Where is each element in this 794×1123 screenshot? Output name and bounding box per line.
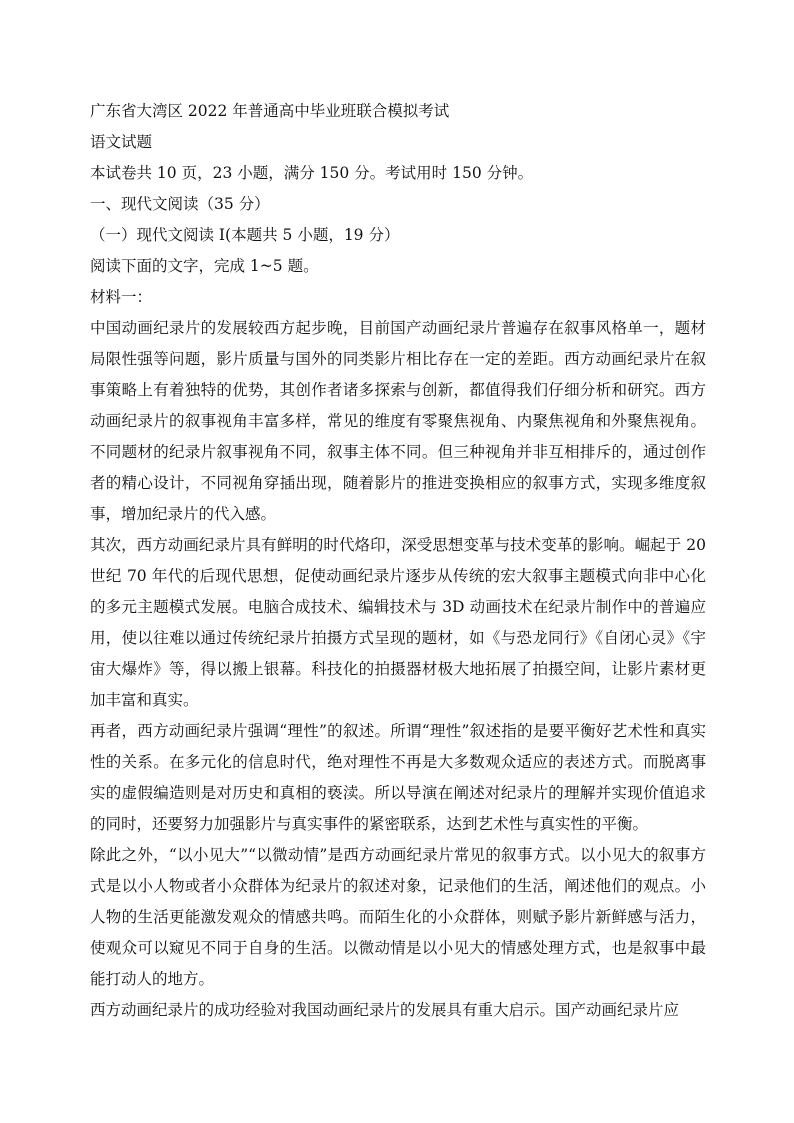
exam-instructions: 本试卷共 10 页，23 小题，满分 150 分。考试用时 150 分钟。	[90, 164, 534, 182]
body-paragraph: 除此之外，“以小见大”“以微动情”是西方动画纪录片常见的叙事方式。以小见大的叙事方式是以小人物或者小众群体为纪录片的叙述对象，记录他们的生活，阐述他们的观点。小人物的生活更能激发观众的情感共鸣。而陌生化的小众群体，则赋予影片新鲜感与活力，使观众可以窥见不同于自身的生活。以微动情是以小见大的情感处理方式，也是叙事中最能打动人的地方。	[90, 846, 706, 988]
section-subtitle: （一）现代文阅读 I(本题共 5 小题，19 分）	[90, 226, 400, 244]
section-title: 一、现代文阅读（35 分）	[90, 195, 270, 213]
exam-page	[90, 96, 706, 1026]
material-label: 材料一：	[90, 288, 153, 306]
subject-title: 语文试题	[90, 133, 153, 151]
reading-prompt: 阅读下面的文字，完成 1~5 题。	[90, 257, 319, 275]
body-paragraph: 其次，西方动画纪录片具有鲜明的时代烙印，深受思想变革与技术变革的影响。崛起于 20 世纪 70 年代的后现代思想，促使动画纪录片逐步从传统的宏大叙事主题模式向非中心化的多元主题模式发展。电脑合成技术、编辑技术与 3D 动画技术在纪录片制作中的普遍应用，使以往难以通过传统纪录片拍摄方式呈现的题材，如《与恐龙同行》《自闭心灵》《宇宙大爆炸》等，得以搬上银幕。科技化的拍摄器材极大地拓展了拍摄空间，让影片素材更加丰富和真实。	[90, 536, 706, 709]
body-paragraph: 中国动画纪录片的发展较西方起步晚，目前国产动画纪录片普遍存在叙事风格单一，题材局限性强等问题，影片质量与国外的同类影片相比存在一定的差距。西方动画纪录片在叙事策略上有着独特的优势，其创作者诸多探索与创新，都值得我们仔细分析和研究。西方动画纪录片的叙事视角丰富多样，常见的维度有零聚焦视角、内聚焦视角和外聚焦视角。不同题材的纪录片叙事视角不同，叙事主体不同。但三种视角并非互相排斥的，通过创作者的精心设计，不同视角穿插出现，随着影片的推进变换相应的叙事方式，实现多维度叙事，增加纪录片的代入感。	[90, 319, 706, 523]
body-paragraph: 再者，西方动画纪录片强调“理性”的叙述。所谓“理性”叙述指的是要平衡好艺术性和真实性的关系。在多元化的信息时代，绝对理性不再是大多数观众适应的表述方式。而脱离事实的虚假编造则是对历史和真相的亵渎。所以导演在阐述对纪录片的理解并实现价值追求的同时，还要努力加强影片与真实事件的紧密联系，达到艺术性与真实性的平衡。	[90, 722, 706, 833]
exam-title: 广东省大湾区 2022 年普通高中毕业班联合模拟考试	[90, 102, 450, 120]
body-paragraph: 西方动画纪录片的成功经验对我国动画纪录片的发展具有重大启示。国产动画纪录片应	[90, 1001, 680, 1019]
